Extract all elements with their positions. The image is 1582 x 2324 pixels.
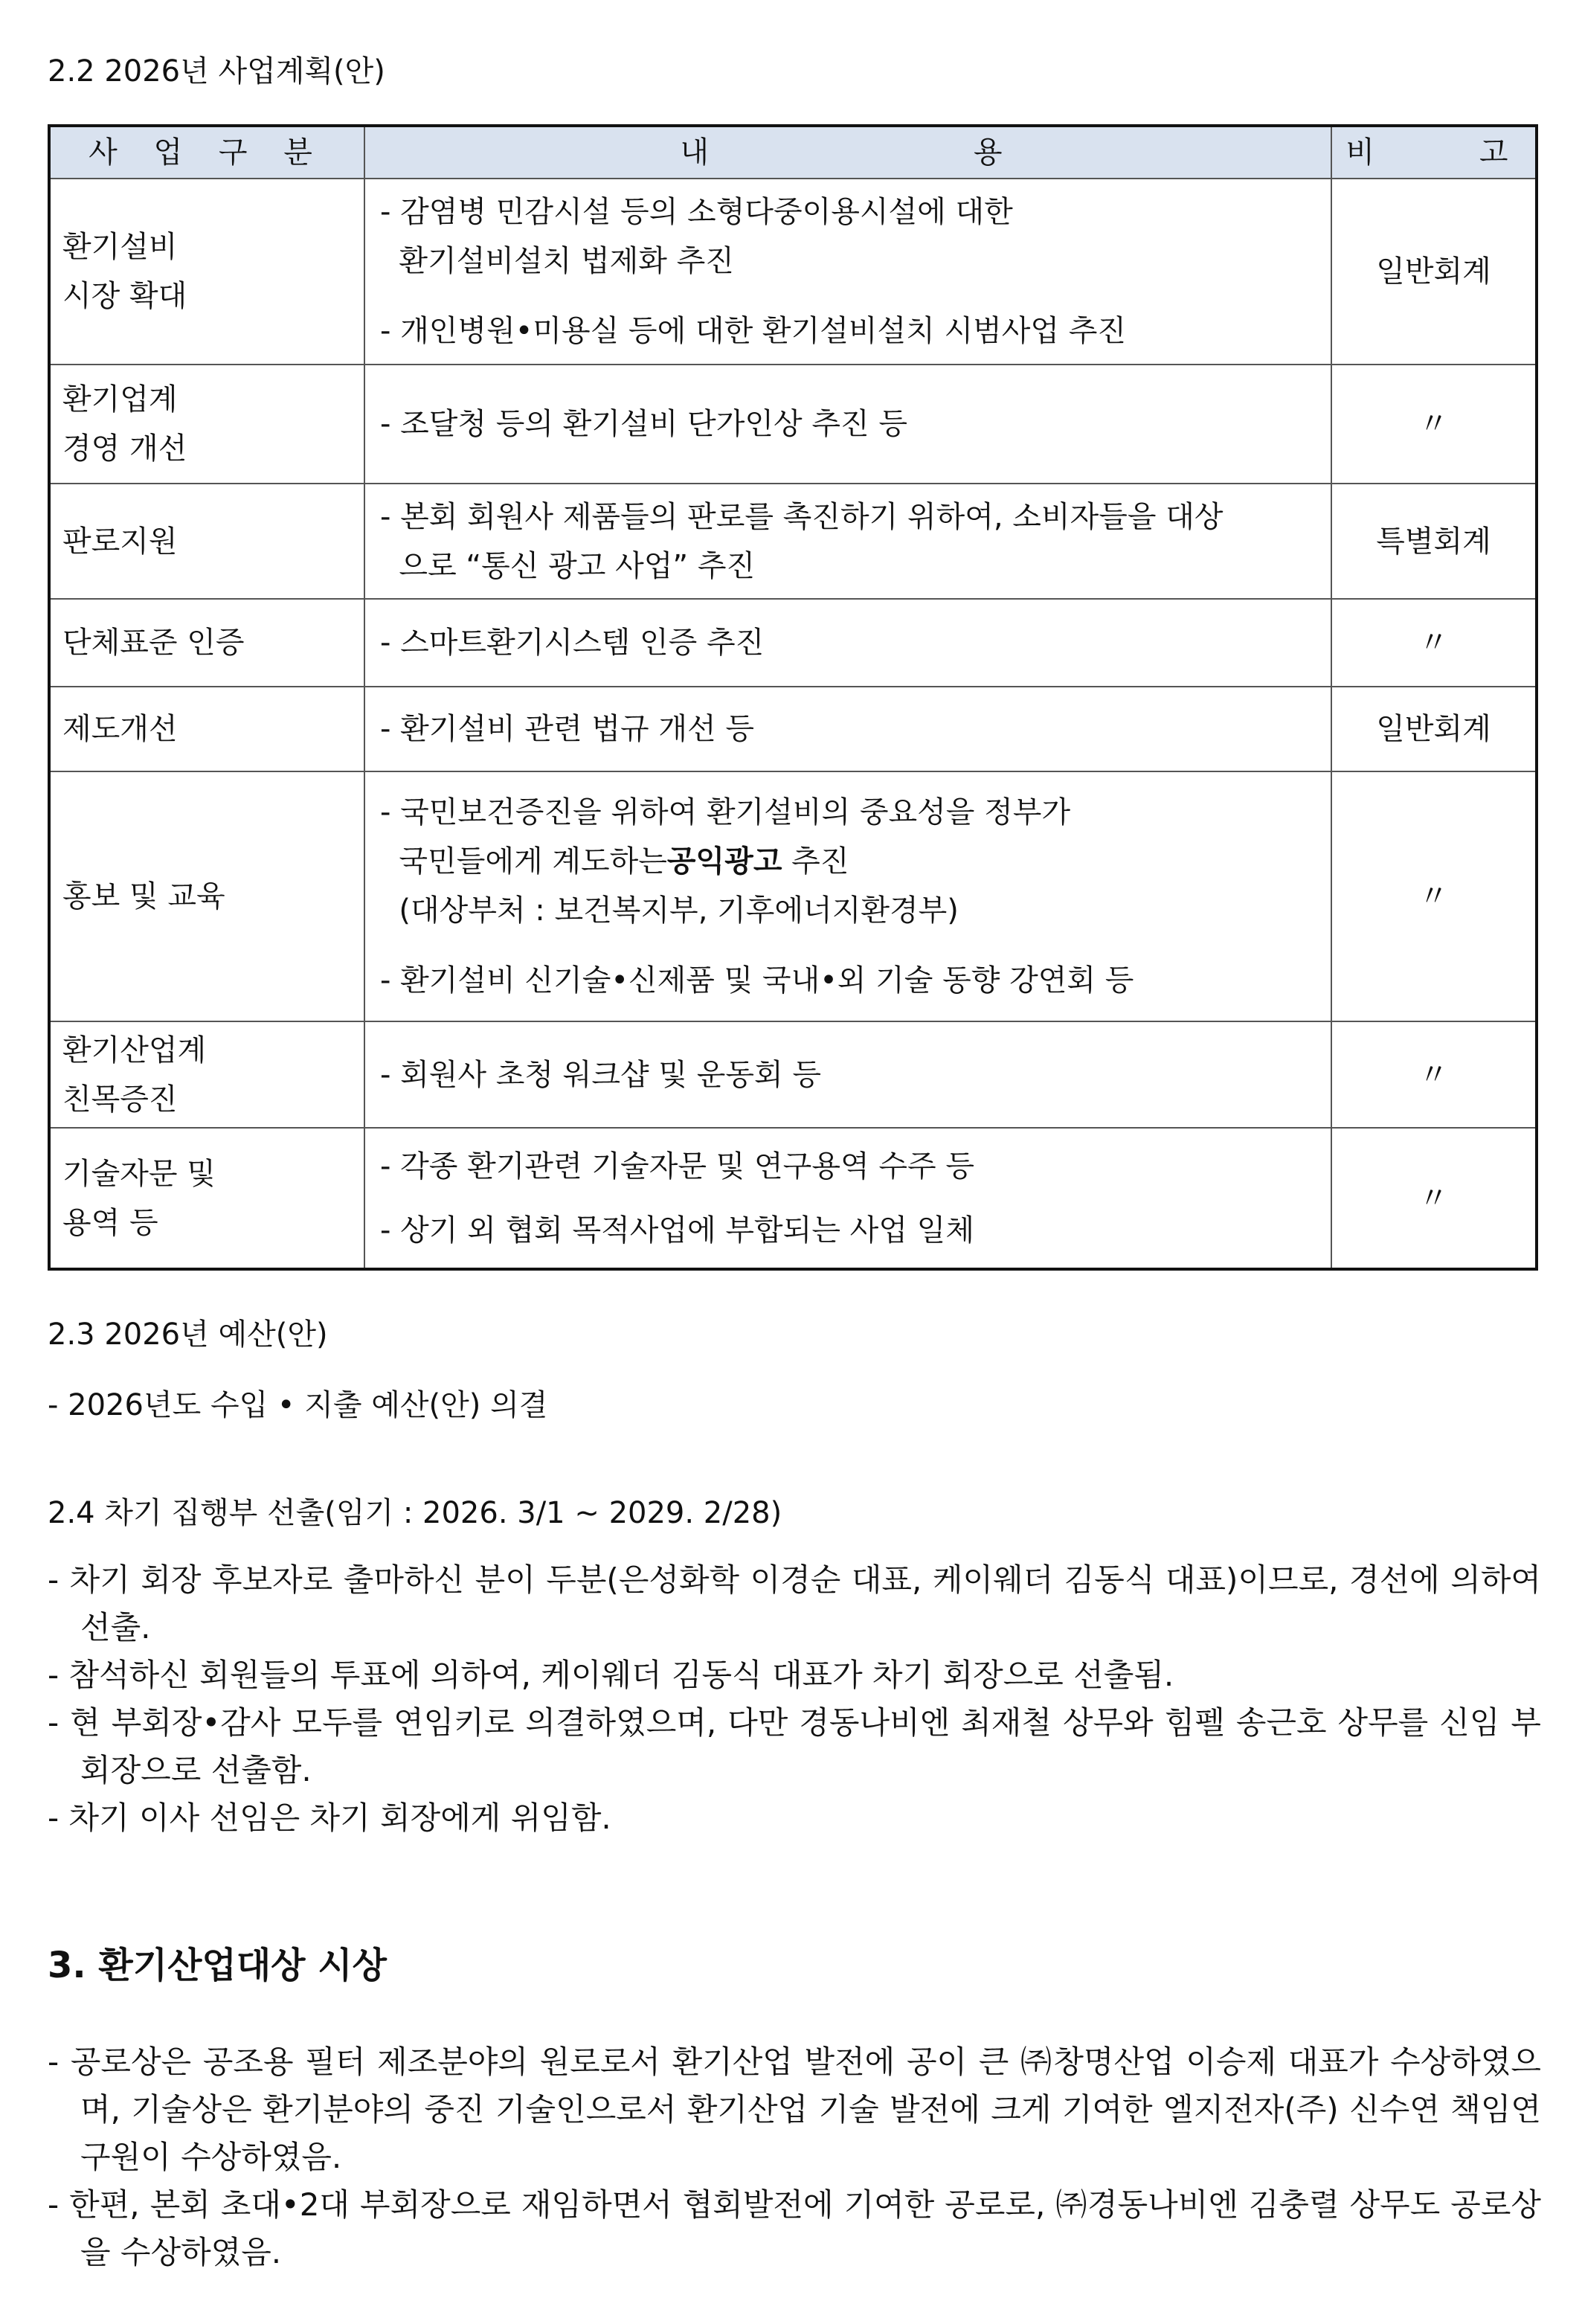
row-content xyxy=(364,599,1331,687)
list-item: - 참석하신 회원들의 투표에 의하여, 케이웨더 김동식 대표가 차기 회장으로 선출됨. xyxy=(48,1657,1174,1693)
content-line xyxy=(380,837,1323,886)
row-note: 〃 xyxy=(1331,1021,1537,1128)
row-category: 판로지원 xyxy=(49,484,364,599)
content-text: 국민들에게 계도하는 xyxy=(380,844,667,879)
list-item: - 차기 회장 후보자로 출마하신 분이 두분(은성화학 이경순 대표, 케이웨더 김동식 대표)이므로, 경선에 의하여 선출. xyxy=(48,1561,1541,1646)
row-note: 〃 xyxy=(1331,599,1537,687)
content-text: 추진 xyxy=(782,844,849,879)
content-line: - 국민보건증진을 위하여 환기설비의 중요성을 정부가 xyxy=(380,795,1071,829)
content-line: (대상부처 : 보건복지부, 기후에너지환경부) xyxy=(380,893,959,928)
plan-heading: 2.2 2026년 사업계획(안) xyxy=(48,54,385,89)
table-row xyxy=(49,1128,1537,1269)
content-line: - 회원사 초청 워크샵 및 운동회 등 xyxy=(380,1057,822,1092)
content-emphasis: 공익광고 xyxy=(666,844,782,879)
content-line: - 환기설비 관련 법규 개선 등 xyxy=(380,712,755,746)
row-category xyxy=(49,1128,364,1269)
content-line: 으로 “통신 광고 사업” 추진 xyxy=(380,548,756,583)
category-line: 기술자문 및 xyxy=(62,1156,216,1191)
table-header-row xyxy=(49,126,1537,179)
awards-list xyxy=(48,2038,1541,2276)
row-note: 〃 xyxy=(1331,1128,1537,1269)
row-category xyxy=(49,179,364,365)
row-category xyxy=(49,1021,364,1128)
budget-heading: 2.3 2026년 예산(안) xyxy=(48,1317,328,1352)
list-item: - 공로상은 공조용 필터 제조분야의 원로로서 환기산업 발전에 공이 큰 ㈜창명산업 이승제 대표가 수상하였으며, 기술상은 환기분야의 중진 기술인으로서 환기산업 기술 발전에 크게 기여한 엘지전자(주) 신수연 책임연구원이 수상하였음. xyxy=(48,2044,1541,2175)
election-heading: 2.4 차기 집행부 선출(임기 : 2026. 3/1 ~ 2029. 2/28) xyxy=(48,1496,782,1530)
row-content xyxy=(364,484,1331,599)
content-line: - 개인병원•미용실 등에 대한 환기설비설치 시범사업 추진 xyxy=(380,314,1127,348)
category-line: 경영 개선 xyxy=(62,431,187,466)
content-line: - 본회 회원사 제품들의 판로를 촉진하기 위하여, 소비자들을 대상 xyxy=(380,499,1224,534)
budget-item: - 2026년도 수입 • 지출 예산(안) 의결 xyxy=(48,1388,548,1422)
table-row xyxy=(49,179,1537,365)
list-item: - 현 부회장•감사 모두를 연임키로 의결하였으며, 다만 경동나비엔 최재철 상무와 힘펠 송근호 상무를 신임 부회장으로 선출함. xyxy=(48,1704,1541,1788)
category-line: 시장 확대 xyxy=(62,279,187,313)
table-row xyxy=(49,1021,1537,1128)
row-note: 〃 xyxy=(1331,771,1537,1021)
row-note: 특별회계 xyxy=(1331,484,1537,599)
list-item: - 한편, 본회 초대•2대 부회장으로 재임하면서 협회발전에 기여한 공로로, ㈜경동나비엔 김충렬 상무도 공로상을 수상하였음. xyxy=(48,2186,1541,2270)
header-note: 비 고 xyxy=(1331,126,1537,179)
category-line: 용역 등 xyxy=(62,1205,158,1240)
header-category: 사 업 구 분 xyxy=(49,126,364,179)
content-line: - 상기 외 협회 목적사업에 부합되는 사업 일체 xyxy=(380,1213,974,1248)
content-line: - 스마트환기시스템 인증 추진 xyxy=(380,626,765,660)
row-note: 일반회계 xyxy=(1331,179,1537,365)
category-line: 환기산업계 xyxy=(62,1033,207,1068)
table-row xyxy=(49,687,1537,771)
row-content xyxy=(364,771,1331,1021)
category-line: 환기업계 xyxy=(62,382,178,417)
row-content xyxy=(364,1021,1331,1128)
table-row xyxy=(49,771,1537,1021)
table-row xyxy=(49,484,1537,599)
row-note: 일반회계 xyxy=(1331,687,1537,771)
row-content xyxy=(364,1128,1331,1269)
content-line: - 감염병 민감시설 등의 소형다중이용시설에 대한 xyxy=(380,195,1013,229)
content-line: - 환기설비 신기술•신제품 및 국내•외 기술 동향 강연회 등 xyxy=(380,963,1134,998)
header-content: 내 용 xyxy=(364,126,1331,179)
awards-heading: 3. 환기산업대상 시상 xyxy=(48,1945,387,1986)
row-category: 홍보 및 교육 xyxy=(49,771,364,1021)
content-line: - 각종 환기관련 기술자문 및 연구용역 수주 등 xyxy=(380,1149,974,1184)
content-line: - 조달청 등의 환기설비 단가인상 추진 등 xyxy=(380,407,907,441)
row-note: 〃 xyxy=(1331,365,1537,484)
category-line: 친목증진 xyxy=(62,1082,178,1117)
category-line: 환기설비 xyxy=(62,230,178,264)
election-list xyxy=(48,1556,1541,1842)
row-category xyxy=(49,365,364,484)
row-category: 단체표준 인증 xyxy=(49,599,364,687)
row-content xyxy=(364,179,1331,365)
row-content xyxy=(364,365,1331,484)
table-row xyxy=(49,599,1537,687)
row-category: 제도개선 xyxy=(49,687,364,771)
table-row xyxy=(49,365,1537,484)
business-plan-table xyxy=(48,124,1538,1271)
content-line: 환기설비설치 법제화 추진 xyxy=(380,244,734,278)
row-content xyxy=(364,687,1331,771)
list-item: - 차기 이사 선임은 차기 회장에게 위임함. xyxy=(48,1800,611,1836)
